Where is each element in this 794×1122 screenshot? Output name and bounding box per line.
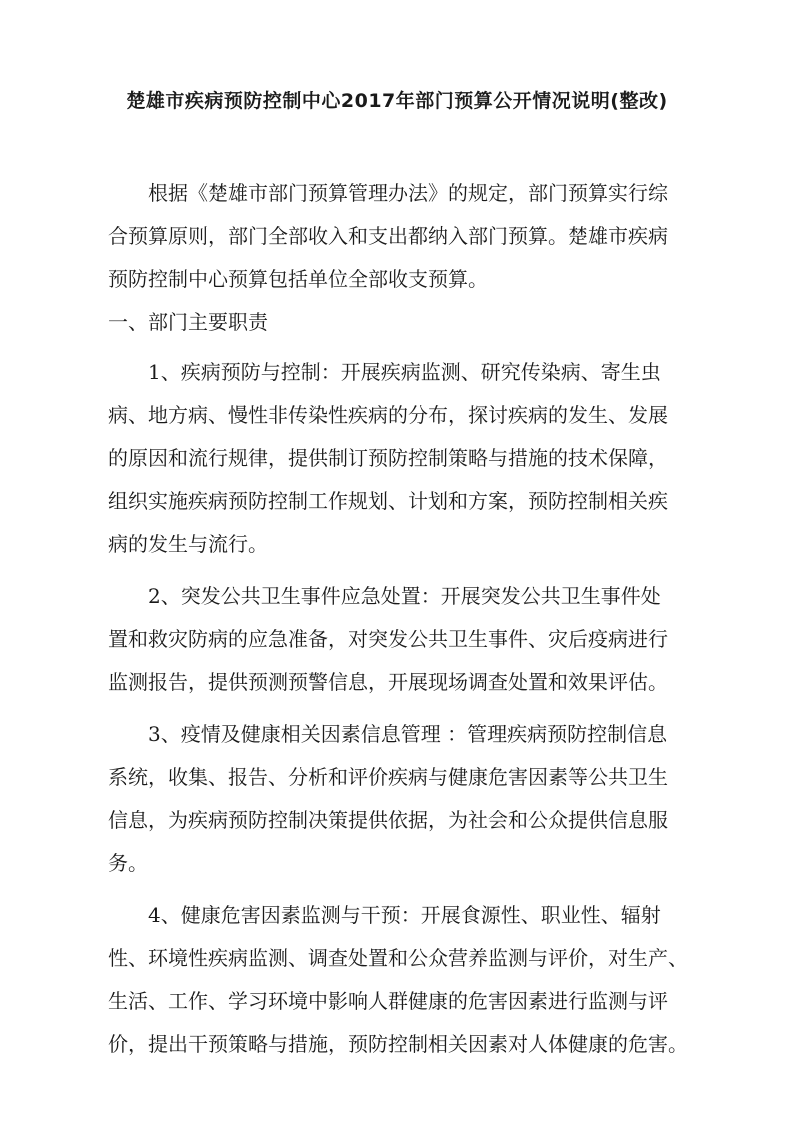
duty-line: 务。 xyxy=(108,851,148,875)
duty-paragraph-1 xyxy=(108,351,708,566)
duty-line: 系统，收集、报告、分析和评价疾病与健康危害因素等公共卫生 xyxy=(108,765,668,789)
duty-line: 置和救灾防病的应急准备，对突发公共卫生事件、灾后疫病进行 xyxy=(108,627,668,651)
duty-line: 价，提出干预策略与措施，预防控制相关因素对人体健康的危害。 xyxy=(108,1032,688,1056)
duty-paragraph-2 xyxy=(108,575,708,704)
duty-line: 4、健康危害因素监测与干预：开展食源性、职业性、辐射 xyxy=(148,903,661,927)
intro-paragraph xyxy=(108,172,708,301)
intro-line: 合预算原则，部门全部收入和支出都纳入部门预算。楚雄市疾病 xyxy=(108,224,668,248)
document-title: 楚雄市疾病预防控制中心2017年部门预算公开情况说明(整改) xyxy=(126,90,668,112)
duty-paragraph-4 xyxy=(108,894,708,1066)
duty-line: 信息，为疾病预防控制决策提供依据，为社会和公众提供信息服 xyxy=(108,808,668,832)
duty-line: 病、地方病、慢性非传染性疾病的分布，探讨疾病的发生、发展 xyxy=(108,403,668,427)
duty-line: 监测报告，提供预测预警信息，开展现场调查处置和效果评估。 xyxy=(108,670,668,694)
section-heading-text: 一、部门主要职责 xyxy=(108,310,268,334)
document-body xyxy=(108,172,708,1066)
duty-line: 性、环境性疾病监测、调查处置和公众营养监测与评价，对生产、 xyxy=(108,946,688,970)
duty-line: 2、突发公共卫生事件应急处置：开展突发公共卫生事件处 xyxy=(148,584,661,608)
duty-line: 1、疾病预防与控制：开展疾病监测、研究传染病、寄生虫 xyxy=(148,360,661,384)
intro-line: 预防控制中心预算包括单位全部收支预算。 xyxy=(108,267,488,291)
intro-line: 根据《楚雄市部门预算管理办法》的规定，部门预算实行综 xyxy=(148,181,668,205)
duty-line: 病的发生与流行。 xyxy=(108,532,268,556)
duty-line: 3、疫情及健康相关因素信息管理 ：管理疾病预防控制信息 xyxy=(148,722,668,746)
duty-paragraph-3 xyxy=(108,713,708,885)
section-heading xyxy=(108,301,708,344)
duty-line: 组织实施疾病预防控制工作规划、计划和方案，预防控制相关疾 xyxy=(108,489,668,513)
duty-line: 生活、工作、学习环境中影响人群健康的危害因素进行监测与评 xyxy=(108,989,668,1013)
duty-line: 的原因和流行规律，提供制订预防控制策略与措施的技术保障， xyxy=(108,446,668,470)
